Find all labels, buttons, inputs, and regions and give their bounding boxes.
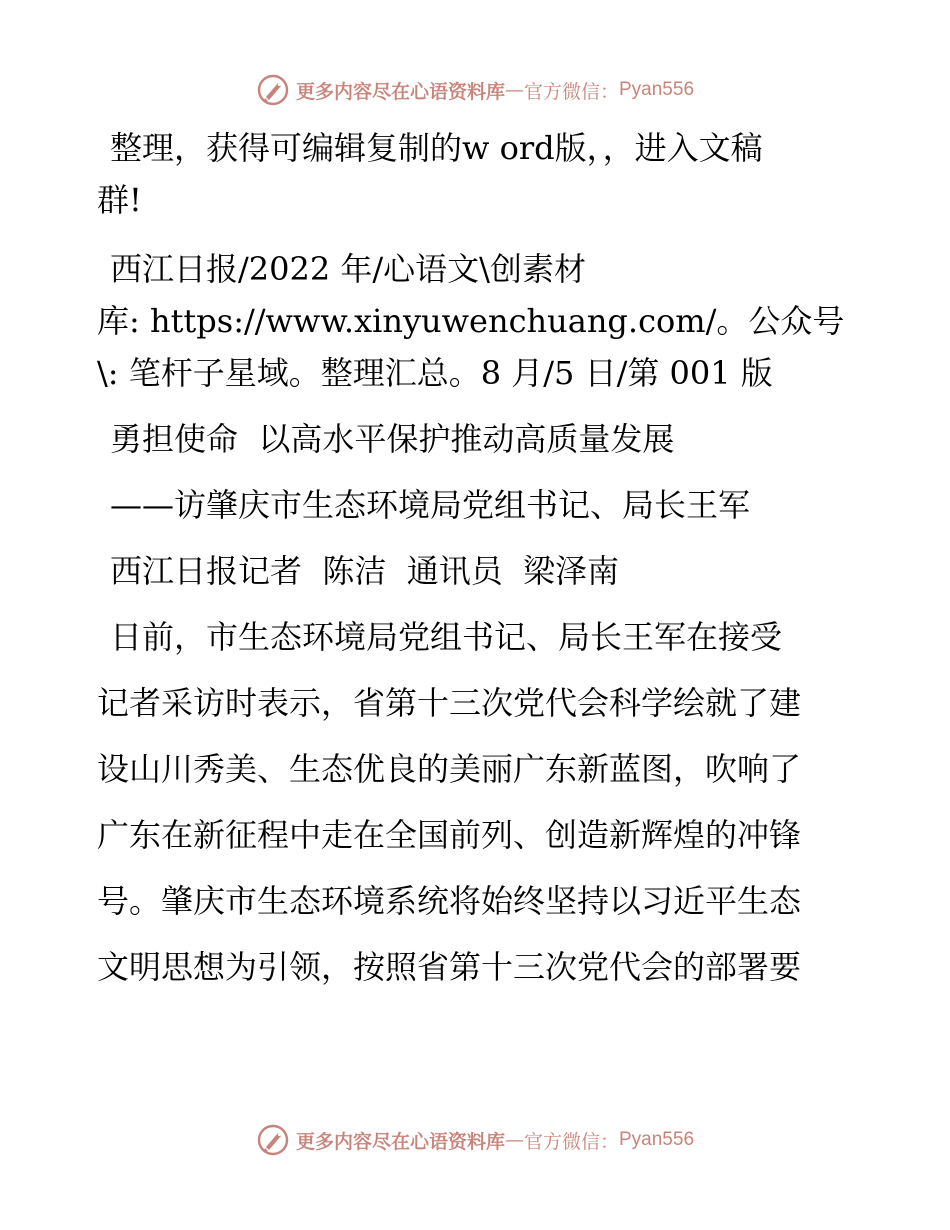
body-line-5: 号。肇庆市生态环境系统将始终坚持以习近平生态: [97, 882, 802, 920]
footer-watermark-banner: [0, 1120, 950, 1160]
article-headline: 勇担使命 以高水平保护推动高质量发展: [110, 420, 675, 458]
body-line-6: 文明思想为引领，按照省第十三次党代会的部署要: [97, 948, 802, 986]
intro-line-2: 群!: [97, 181, 142, 219]
body-line-2: 记者采访时表示，省第十三次党代会科学绘就了建: [97, 684, 802, 722]
watermark-main-text: 更多内容尽在心语资料库: [295, 80, 505, 103]
watermark-dash: —: [504, 1129, 524, 1151]
intro-line-1: 整理，获得可编辑复制的w ord版，，进入文稿: [110, 129, 763, 167]
pen-nib-logo-icon: [256, 1123, 290, 1157]
article-subheadline: ——访肇庆市生态环境局党组书记、局长王军: [110, 486, 751, 524]
body-line-4: 广东在新征程中走在全国前列、创造新辉煌的冲锋: [97, 816, 802, 854]
watermark-group: [256, 1123, 694, 1157]
watermark-wechat-id: Pyan556: [619, 1129, 695, 1150]
source-line-2: 库: https://www.xinyuwenchuang.com/。公众号: [97, 302, 845, 340]
watermark-sub-text: 官方微信：: [523, 1130, 619, 1153]
body-line-3: 设山川秀美、生态优良的美丽广东新蓝图，吹响了: [97, 750, 802, 788]
header-watermark-banner: [0, 70, 950, 110]
watermark-sub-text: 官方微信：: [523, 80, 619, 103]
watermark-group: [256, 73, 694, 107]
source-line-3: \: 笔杆子星域。整理汇总。8 月/5 日/第 001 版: [97, 354, 773, 392]
watermark-dash: —: [504, 79, 524, 101]
pen-nib-logo-icon: [256, 73, 290, 107]
article-byline: 西江日报记者 陈洁 通讯员 梁泽南: [110, 552, 620, 590]
body-line-1: 日前，市生态环境局党组书记、局长王军在接受: [110, 618, 783, 656]
watermark-main-text: 更多内容尽在心语资料库: [295, 1130, 505, 1153]
document-body: [97, 122, 857, 993]
watermark-wechat-id: Pyan556: [619, 79, 695, 100]
source-line-1: 西江日报/2022 年/心语文\创素材: [110, 250, 586, 288]
